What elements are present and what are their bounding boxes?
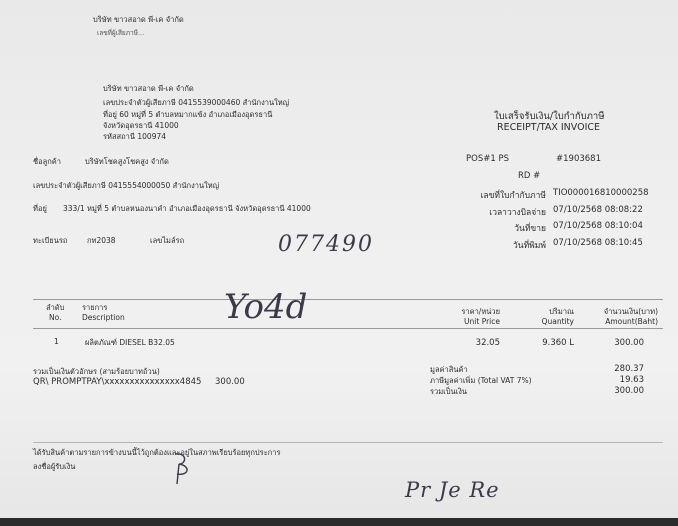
row-no: 1 xyxy=(54,337,59,346)
customer-name-label: ชื่อลูกค้า xyxy=(33,157,61,166)
plate-value: กท2038 xyxy=(87,236,116,245)
vat-value: 19.63 xyxy=(619,375,644,385)
received-statement: ได้รับสินค้าตามรายการข้างบนนี้ไว้ถูกต้องและอยู่ในสภาพเรียบร้อยทุกประการ xyxy=(33,448,281,457)
customer-address: 333/1 หมู่ที่ 5 ตำบลหนองนาคำ อำเภอเมืองอุดรธานี จังหวัดอุดรธานี 41000 xyxy=(63,204,311,213)
footer-rule xyxy=(33,442,663,443)
handwritten-signature: Pr Je Re xyxy=(405,478,500,502)
mileage-label: เลขไมล์รถ xyxy=(150,236,185,245)
customer-name: บริษัทโชคสูงโชคสูง จำกัด xyxy=(85,157,169,166)
customer-tax-id: เลขประจำตัวผู้เสียภาษี 0415554000050 สำนักงานใหญ่ xyxy=(33,181,220,190)
total-value: 300.00 xyxy=(614,386,644,396)
col-amount-thai: จำนวนเงิน(บาท) xyxy=(603,307,658,316)
pos-value: #1903681 xyxy=(556,154,601,164)
row-quantity: 9.360 L xyxy=(542,338,574,348)
col-amount-english: Amount(Baht) xyxy=(605,317,658,326)
doc-title-english: RECEIPT/TAX INVOICE xyxy=(497,122,601,133)
sale-value: 07/10/2568 08:10:04 xyxy=(553,221,643,231)
print-value: 07/10/2568 08:10:45 xyxy=(553,238,643,248)
row-amount: 300.00 xyxy=(614,338,644,348)
sale-label: วันที่ขาย xyxy=(514,224,546,234)
top-company-name: บริษัท ขาวสอาด พี-เค จำกัด xyxy=(93,15,184,24)
taxinv-value: TIO000016810000258 xyxy=(553,188,649,198)
seller-province: จังหวัดอุดรธานี 41000 xyxy=(103,121,179,130)
col-qty-thai: ปริมาณ xyxy=(549,307,574,316)
col-no-english: No. xyxy=(49,313,62,322)
issue-value: 07/10/2568 08:08:22 xyxy=(553,205,643,215)
taxinv-label: เลขที่ใบกำกับภาษี xyxy=(480,191,546,201)
handwritten-number: 077490 xyxy=(278,232,374,257)
amount-in-words: รวมเป็นเงินตัวอักษร (สามร้อยบาทถ้วน) xyxy=(33,367,160,376)
row-unit-price: 32.05 xyxy=(475,338,500,348)
goods-value: 280.37 xyxy=(614,364,644,374)
col-no-thai: ลำดับ xyxy=(46,303,65,312)
plate-label: ทะเบียนรถ xyxy=(33,236,68,245)
customer-address-label: ที่อยู่ xyxy=(33,204,47,213)
scan-edge-strip xyxy=(0,518,678,526)
table-header-top-rule xyxy=(33,299,663,300)
handwritten-code: Yo4d xyxy=(224,287,308,327)
total-label: รวมเป็นเงิน xyxy=(430,387,467,396)
print-label: วันที่พิมพ์ xyxy=(513,241,546,251)
seller-address: ที่อยู่ 60 หมู่ที่ 5 ตำบลหมากแข้ง อำเภอเมืองอุดรธานี xyxy=(103,110,273,119)
pos-label: POS#1 PS xyxy=(466,154,509,164)
payment-amount: 300.00 xyxy=(215,377,245,387)
goods-value-label: มูลค่าสินค้า xyxy=(430,365,468,374)
col-desc-english: Description xyxy=(82,313,125,322)
signer-label: ลงชื่อผู้รับเงิน xyxy=(33,462,76,471)
issue-label: เวลาวางบิลจ่าย xyxy=(489,208,546,218)
seller-tax-id: เลขประจำตัวผู้เสียภาษี 0415539000460 สำนักงานใหญ่ xyxy=(103,98,290,107)
col-qty-english: Quantity xyxy=(541,317,574,326)
col-desc-thai: รายการ xyxy=(82,303,108,312)
signature-scribble xyxy=(165,448,205,488)
top-company-sub: เลขที่ผู้เสียภาษี... xyxy=(97,29,145,37)
col-price-thai: ราคา/หน่วย xyxy=(461,307,500,316)
seller-name: บริษัท ขาวสอาด พี-เค จำกัด xyxy=(103,84,194,93)
seller-station-code: รหัสสถานี 100974 xyxy=(103,132,167,141)
payment-method: QR\ PROMPTPAY\xxxxxxxxxxxxxxx4845 xyxy=(33,377,202,387)
doc-title-thai: ใบเสร็จรับเงิน/ใบกำกับภาษี xyxy=(494,111,605,122)
vat-label: ภาษีมูลค่าเพิ่ม (Total VAT 7%) xyxy=(430,376,532,385)
rd-label: RD # xyxy=(518,171,541,181)
table-header-bottom-rule xyxy=(33,328,663,329)
col-price-english: Unit Price xyxy=(464,317,500,326)
row-description: ผลิตภัณฑ์ DIESEL B32.05 xyxy=(85,338,175,347)
